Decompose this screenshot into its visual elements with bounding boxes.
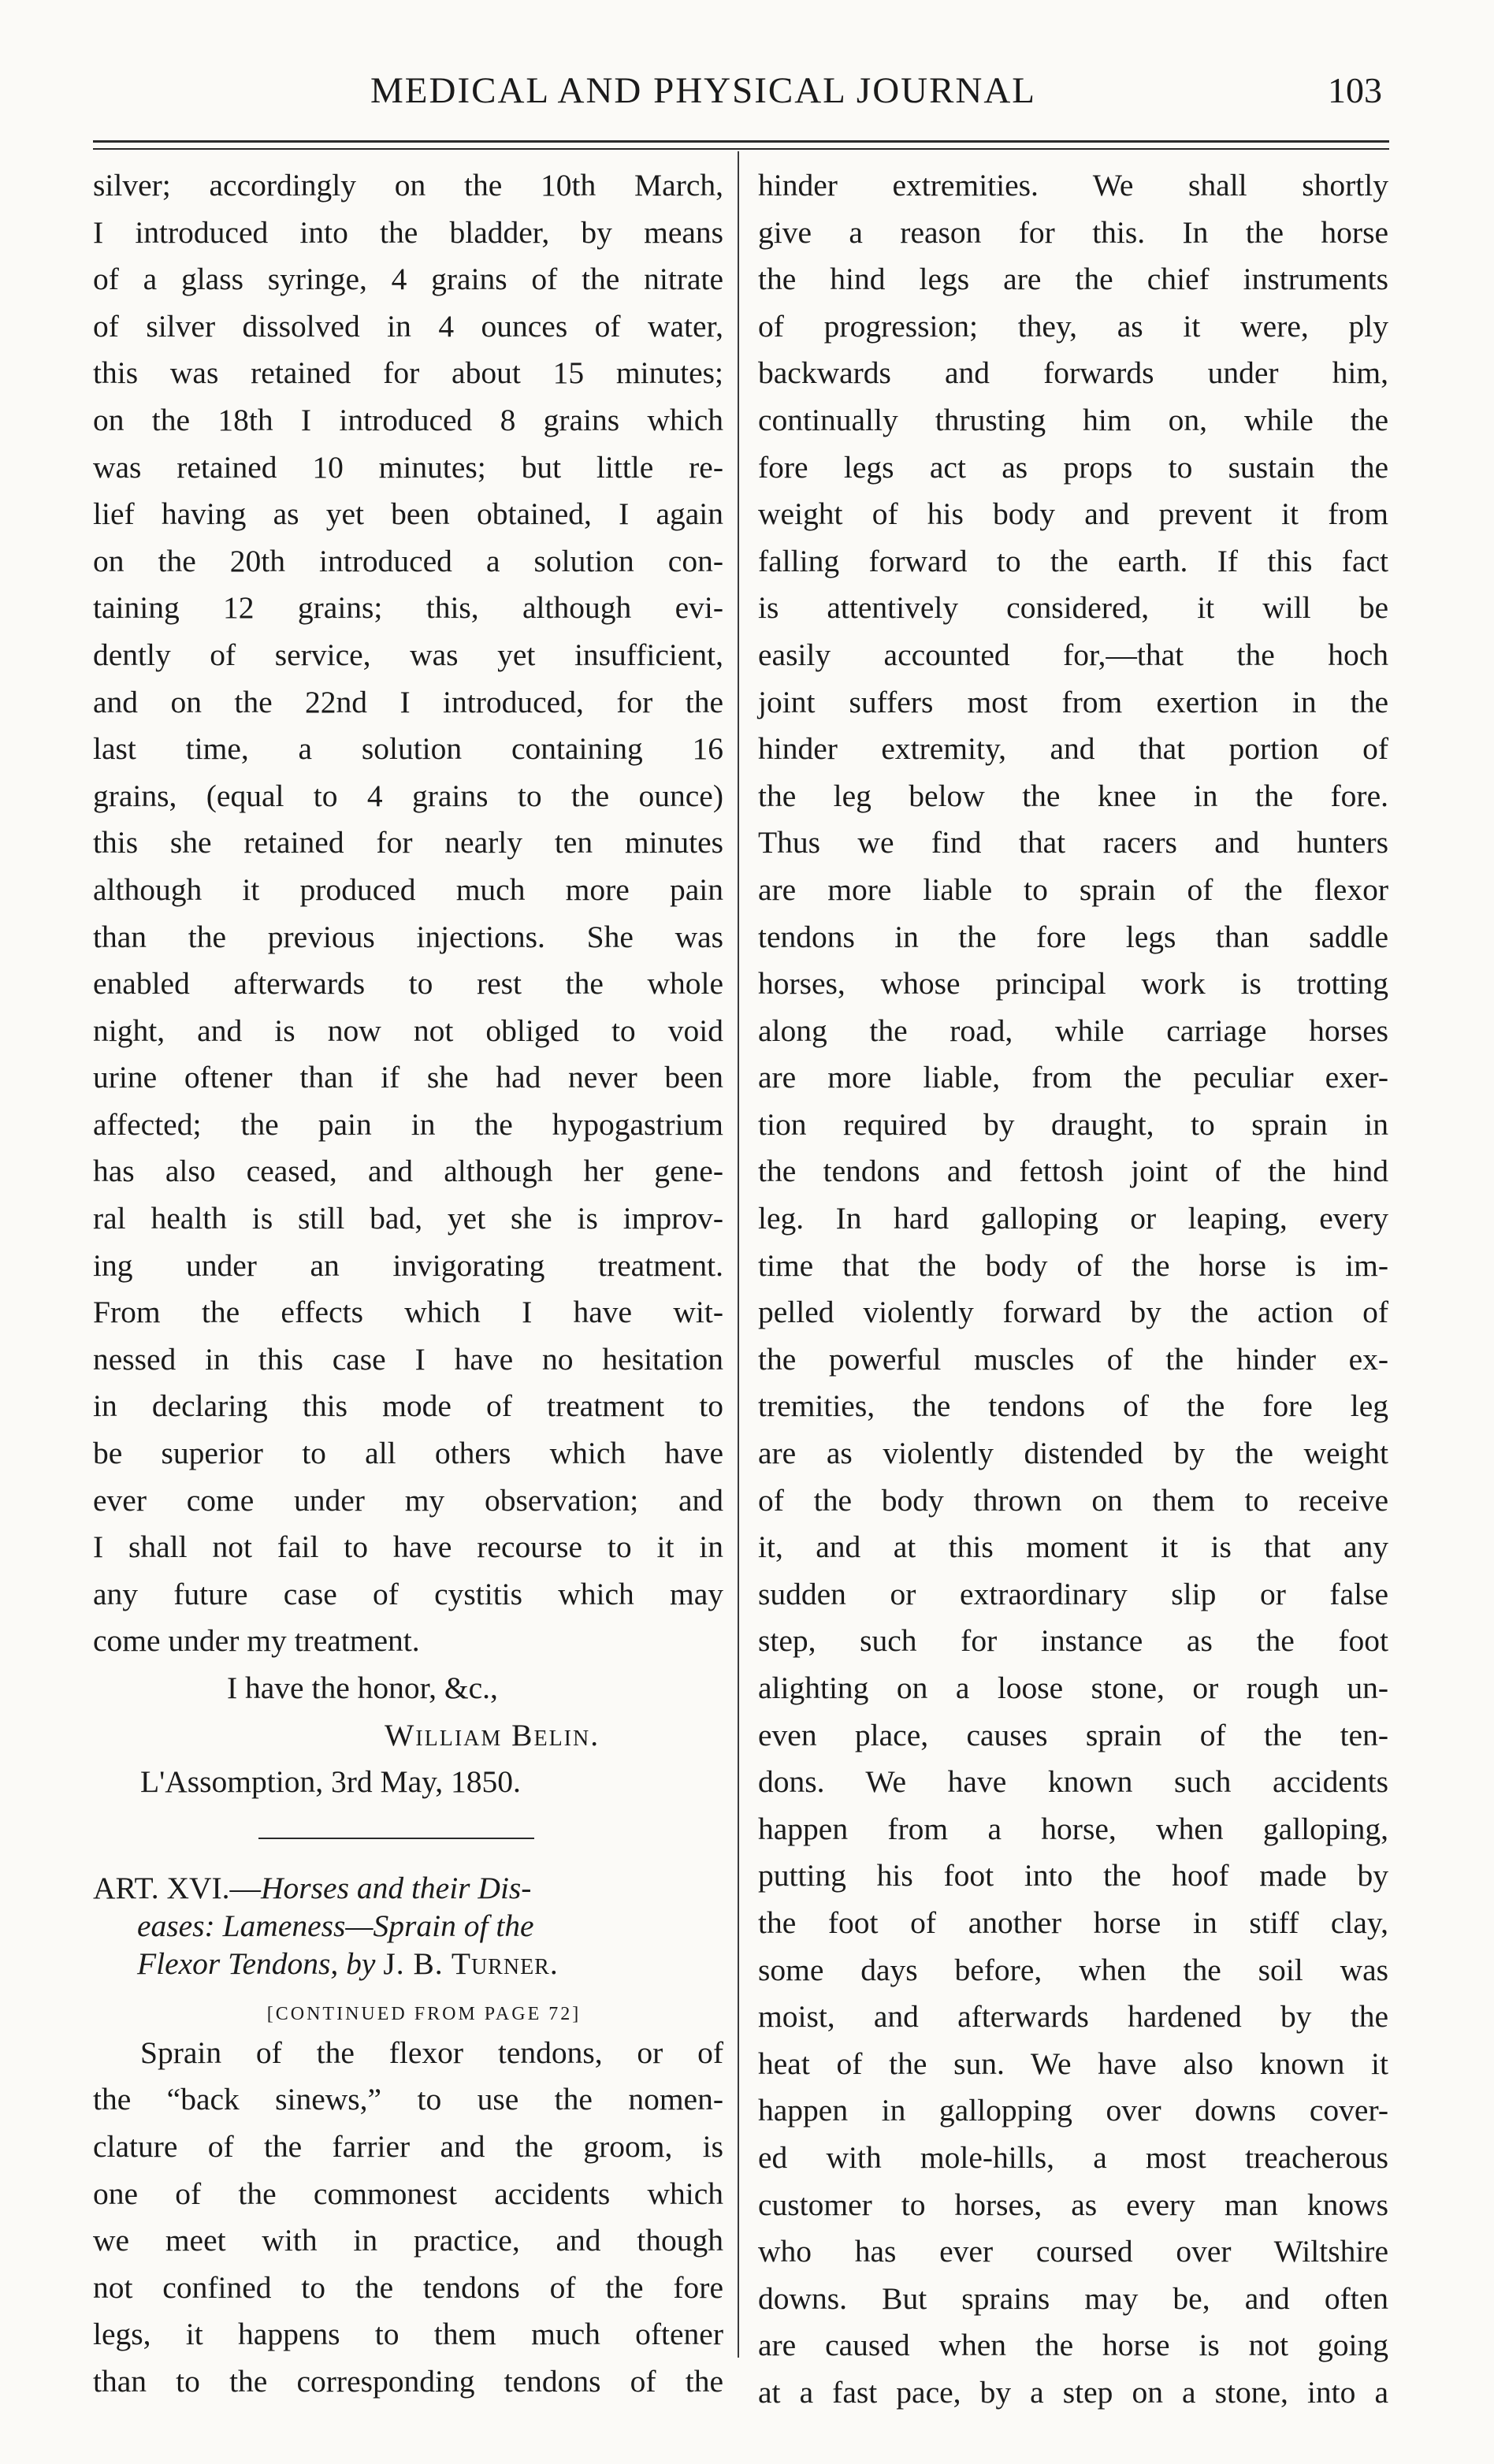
text-line: hinder extremities. We shall shortly [758,168,1388,203]
text-line: of a glass syringe, 4 grains of the nitrate [93,262,723,297]
text-line: dons. We have known such accidents [758,1764,1388,1800]
text-line: happen from a horse, when galloping, [758,1811,1388,1846]
article-heading [93,1869,723,1983]
text-line: although it produced much more pain [93,872,723,907]
text-line: the leg below the knee in the fore. [758,778,1388,813]
text-line: I introduced into the bladder, by means [93,214,723,250]
left-column-body [93,162,723,1665]
text-line: of silver dissolved in 4 ounces of water, [93,308,723,344]
header-rule [93,140,1389,143]
text-line: happen in gallopping over downs cover- [758,2093,1388,2128]
text-line: some days before, when the soil was [758,1952,1388,1987]
text-line: ed with mole-hills, a most treacherous [758,2139,1388,2175]
text-line: heat of the sun. We have also known it [758,2046,1388,2081]
text-line: last time, a solution containing 16 [93,731,723,767]
right-column [758,162,1388,2417]
running-title: MEDICAL AND PHYSICAL JOURNAL [370,70,1037,111]
text-line: nessed in this case I have no hesitation [93,1341,723,1377]
text-line: fore legs act as props to sustain the [758,449,1388,485]
text-line: I shall not fail to have recourse to it in [93,1529,723,1565]
article-number: ART. XVI.— [93,1870,262,1905]
text-line: time that the body of the horse is im- [758,1247,1388,1283]
text-line: at a fast pace, by a step on a stone, into a [758,2374,1388,2410]
text-line: weight of his body and prevent it from [758,496,1388,532]
header-rule-secondary [93,148,1389,150]
text-line: continually thrusting him on, while the [758,402,1388,437]
text-line: than to the corresponding tendons of the [93,2363,723,2399]
text-line: putting his foot into the hoof made by [758,1858,1388,1894]
article-title-part-3: Flexor Tendons, by [137,1946,376,1981]
article-heading-line-1 [93,1869,723,1907]
text-line: on the 20th introduced a solution con- [93,543,723,578]
text-line: urine oftener than if she had never been [93,1060,723,1095]
letter-signature: William Belin. [385,1717,600,1752]
text-line: affected; the pain in the hypogastrium [93,1106,723,1142]
text-line: Thus we find that racers and hunters [758,825,1388,860]
text-line: one of the commonest accidents which [93,2176,723,2211]
text-line: moist, and afterwards hardened by the [758,1999,1388,2035]
text-line: pelled violently forward by the action of [758,1295,1388,1330]
text-line: of the body thrown on them to receive [758,1482,1388,1518]
article-heading-line-2 [93,1907,723,1945]
article-title-part-1: Horses and their Dis- [261,1870,532,1905]
text-line: any future case of cystitis which may [93,1576,723,1611]
text-line: alighting on a loose stone, or rough un- [758,1671,1388,1705]
text-line: clature of the farrier and the groom, is [93,2128,723,2164]
text-line: on the 18th I introduced 8 grains which [93,402,723,437]
text-line: this she retained for nearly ten minutes [93,825,723,860]
text-line: are more liable to sprain of the flexor [758,872,1388,907]
text-line: night, and is now not obliged to void [93,1013,723,1048]
text-line: the powerful muscles of the hinder ex- [758,1341,1388,1377]
text-line: lief having as yet been obtained, I again [93,496,723,532]
text-line: joint suffers most from exertion in the [758,684,1388,719]
text-line: sudden or extraordinary slip or false [758,1576,1388,1611]
letter-closing: I have the honor, &c., [227,1671,498,1705]
text-line: the foot of another horse in stiff clay, [758,1905,1388,1940]
article-heading-line-3 [93,1945,723,1983]
text-line: give a reason for this. In the horse [758,214,1388,250]
page-number: 103 [1328,70,1382,110]
left-column [93,162,723,2406]
text-line: falling forward to the earth. If this fact [758,543,1388,578]
continued-note: [CONTINUED FROM PAGE 72] [266,2003,582,2024]
text-line: tremities, the tendons of the fore leg [758,1388,1388,1424]
text-line: leg. In hard galloping or leaping, every [758,1201,1388,1236]
text-line: along the road, while carriage horses [758,1013,1388,1048]
text-line: be superior to all others which have [93,1436,723,1471]
text-line: ral health is still bad, yet she is improv- [93,1201,723,1236]
text-line: customer to horses, as every man knows [758,2187,1388,2222]
text-line: and on the 22nd I introduced, for the [93,684,723,719]
text-line: are more liable, from the peculiar exer- [758,1060,1388,1095]
text-line: are as violently distended by the weight [758,1436,1388,1471]
text-line: is attentively considered, it will be [758,590,1388,626]
text-line: in declaring this mode of treatment to [93,1388,723,1424]
article-body-left [93,2030,723,2406]
text-line: tion required by draught, to sprain in [758,1106,1388,1142]
text-line: step, such for instance as the foot [758,1623,1388,1659]
text-line: legs, it happens to them much oftener [93,2317,723,2352]
text-line: come under my treatment. [93,1623,420,1659]
text-line: grains, (equal to 4 grains to the ounce) [93,778,723,813]
letter-place-date: L'Assomption, 3rd May, 1850. [140,1764,521,1800]
text-line: we meet with in practice, and though [93,2223,723,2258]
column-divider [738,151,739,2358]
text-line: it, and at this moment it is that any [758,1529,1388,1565]
text-line: the “back sinews,” to use the nomen- [93,2082,723,2117]
text-line: the hind legs are the chief instruments [758,262,1388,297]
text-line: From the effects which I have wit- [93,1295,723,1330]
text-line: of progression; they, as it were, ply [758,308,1388,344]
text-line: was retained 10 minutes; but little re- [93,449,723,485]
right-column-body [758,162,1388,2417]
text-line: Sprain of the flexor tendons, or of [140,2035,723,2070]
text-line: easily accounted for,—that the hoch [758,637,1388,672]
text-line: than the previous injections. She was [93,919,723,954]
text-line: dently of service, was yet insufficient, [93,637,723,672]
text-line: who has ever coursed over Wiltshire [758,2234,1388,2269]
text-line: ever come under my observation; and [93,1482,723,1518]
text-line: even place, causes sprain of the ten- [758,1717,1388,1752]
text-line: this was retained for about 15 minutes; [93,355,723,391]
article-author: J. B. Turner. [383,1946,559,1981]
text-line: ing under an invigorating treatment. [93,1247,723,1283]
text-line: silver; accordingly on the 10th March, [93,168,723,203]
text-line: has also ceased, and although her gene- [93,1154,723,1189]
text-line: not confined to the tendons of the fore [93,2269,723,2305]
text-line: enabled afterwards to rest the whole [93,966,723,1002]
text-line: backwards and forwards under him, [758,355,1388,391]
article-separator-rule [258,1838,534,1839]
text-line: horses, whose principal work is trotting [758,966,1388,1002]
text-line: hinder extremity, and that portion of [758,731,1388,767]
text-line: are caused when the horse is not going [758,2328,1388,2363]
text-line: downs. But sprains may be, and often [758,2280,1388,2316]
text-line: the tendons and fettosh joint of the hind [758,1154,1388,1189]
text-line: tendons in the fore legs than saddle [758,919,1388,954]
text-line: taining 12 grains; this, although evi- [93,590,723,626]
article-title-part-2: eases: Lameness—Sprain of the [137,1908,534,1943]
